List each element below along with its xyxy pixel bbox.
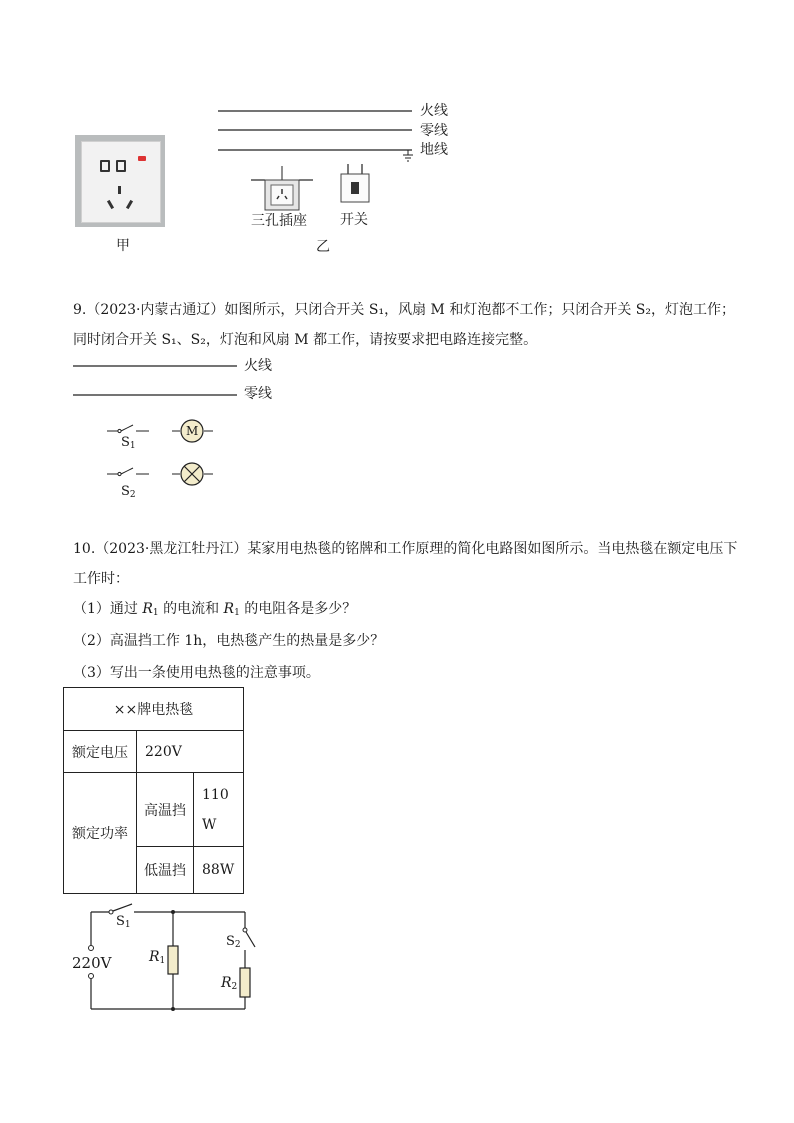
q10-text-line2: 工作时： <box>73 571 129 587</box>
socket-label: 三孔插座 <box>251 213 307 229</box>
circuit-s2-letter: S <box>226 934 235 949</box>
q10-part1-pre: （1）通过 <box>73 601 143 617</box>
high-gear-value-line2: W <box>202 816 217 833</box>
circuit-r1-label <box>149 948 165 970</box>
circuit-r2-letter: R <box>221 975 232 991</box>
q10-part1-r2: R <box>223 601 235 617</box>
low-gear-value: 88W <box>194 847 244 894</box>
q9-s1-letter: S <box>121 435 130 450</box>
wire-neutral-label: 零线 <box>420 123 448 139</box>
q10-part1-mid: 的电流和 <box>158 601 224 617</box>
high-gear-label: 高温挡 <box>137 773 194 847</box>
q9-text-line1: 9.（2023·内蒙古通辽）如图所示，只闭合开关 S₁，风扇 M 和灯泡都不工作；只闭合开关 S₂，灯泡工作； <box>73 302 735 318</box>
circuit-r2-subscript: 2 <box>231 982 238 992</box>
q10-part1-r2-sub: 1 <box>234 608 240 618</box>
q10-part1-r: R <box>142 601 153 617</box>
q9-s2-subscript: 2 <box>129 490 136 500</box>
circuit-s1-subscript: 1 <box>124 920 131 930</box>
q10-part1-post: 的电阻各是多少？ <box>239 601 357 617</box>
circuit-s2-subscript: 2 <box>234 940 241 950</box>
high-gear-value-line1: 110 <box>202 786 229 803</box>
circuit-s2-label <box>226 933 241 954</box>
q10-text-line1: 10.（2023·黑龙江牡丹江）某家用电热毯的铭牌和工作原理的简化电路图如图所示。当电热毯在额定电压下 <box>73 541 738 557</box>
circuit-r1-letter: R <box>149 949 160 965</box>
q10-part3: （3）写出一条使用电热毯的注意事项。 <box>73 665 320 681</box>
q9-wire-live-label: 火线 <box>244 358 272 374</box>
rated-voltage-value: 220V <box>137 731 244 773</box>
q10-part2: （2）高温挡工作 1h，电热毯产生的热量是多少？ <box>73 633 385 649</box>
q9-text-line2: 同时闭合开关 S₁、S₂，灯泡和风扇 M 都工作，请按要求把电路连接完整。 <box>73 332 538 348</box>
circuit-r1-subscript: 1 <box>159 956 166 966</box>
circuit-voltage-label: 220V <box>72 954 112 972</box>
circuit-r2-label <box>221 974 237 996</box>
label-yi: 乙 <box>316 239 330 255</box>
label-jia: 甲 <box>116 238 130 254</box>
q10-part1-r-sub: 1 <box>152 608 159 618</box>
wire-live-label: 火线 <box>420 103 448 119</box>
q9-wire-neutral-label: 零线 <box>244 386 272 402</box>
low-gear-label: 低温挡 <box>137 847 194 894</box>
switch-label: 开关 <box>340 212 368 228</box>
nameplate-title: ××牌电热毯 <box>64 688 244 731</box>
rated-power-label: 额定功率 <box>64 773 137 894</box>
q9-s1-subscript: 1 <box>129 441 136 451</box>
q9-s2-letter: S <box>121 484 130 499</box>
q9-motor-symbol-label: M <box>186 424 199 438</box>
circuit-s1-letter: S <box>116 914 125 929</box>
wire-ground-label: 地线 <box>420 142 448 158</box>
rated-voltage-label: 额定电压 <box>64 731 137 773</box>
circuit-s1-label <box>116 913 131 934</box>
